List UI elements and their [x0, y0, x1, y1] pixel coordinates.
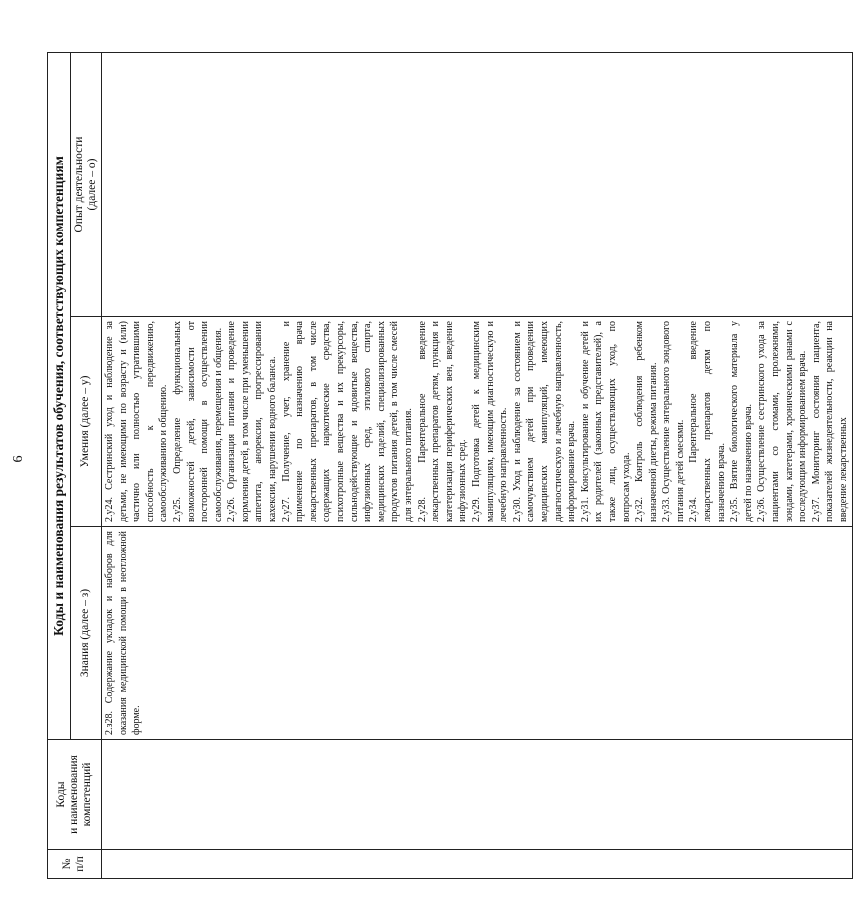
- table-row: [101, 52, 852, 878]
- header-group-text: Коды и наименования результатов обучения, соответствующих компетенциям: [51, 156, 66, 636]
- skill-item: 2.у27. Получение, учет, хранение и применение по назначению врача лекарственных препаратов, в том числе содержащих наркотические средства, психотропные вещества и их прекурсоры, сильнодействующие и ядовитые вещества, инфузионных сред, этилового спирта, медицинских изделий, специализированных продуктов питания детей, в том числе смесей для энтерального питания.: [280, 321, 415, 522]
- knowledge-item: 2.з28. Содержание укладок и наборов для оказания медицинской помощи в неотложной форме.: [103, 531, 143, 735]
- header-num-text: № п/п: [61, 856, 87, 872]
- cell-skills: [101, 317, 852, 527]
- skill-item: 2.у31. Консультирование и обучение детей и их родителей (законных представителей), а также лиц, осуществляющих уход, по вопросам ухода.: [579, 321, 632, 522]
- header-experience-text: Опыт деятельности (далее – о): [72, 136, 98, 233]
- header-knowledge: [70, 527, 101, 740]
- header-row-1: [48, 52, 71, 878]
- skill-item: 2.у26. Организация питания и проведение кормления детей, в том числе при уменьшении аппетита, анорексии, прогрессировании кахексии, нарушении водного баланса.: [226, 321, 279, 522]
- cell-code: [101, 740, 852, 850]
- skill-item: 2.у25. Определение функциональных возможностей детей, зависимости от посторонней помощи в осуществлении самообслуживания, перемещения и общения.: [171, 321, 224, 522]
- skill-item: 2.у34. Парентеральное введение лекарственных препаратов детям по назначению врача.: [688, 321, 727, 522]
- skill-item: 2.у37. Мониторинг состояния пациента, показателей жизнедеятельности, реакции на введение лекарственных: [810, 321, 850, 522]
- header-skills-text: Умения (далее – у): [79, 375, 92, 468]
- header-knowledge-text: Знания (далее – з): [79, 588, 92, 678]
- skill-item: 2.у36. Осуществление сестринского ухода за пациентами со стомами, пролежнями, зондами, катетерами, хроническими ранами с последующим информированием врача.: [756, 321, 809, 522]
- header-skills: [70, 317, 101, 527]
- header-group: [48, 52, 71, 739]
- competency-table: [47, 52, 853, 879]
- skill-item: 2.у32. Контроль соблюдения ребенком назначенной диеты, режима питания.: [634, 321, 659, 522]
- cell-num: [101, 850, 852, 879]
- skill-item: 2.у35. Взятие биологического материала у детей по назначению врача.: [729, 321, 754, 522]
- cell-experience: [101, 52, 852, 316]
- skill-item: 2.у24. Сестринский уход и наблюдение за детьми, не имеющими по возрасту и (или) частично или полностью утратившими способность к передвижению, самообслуживанию и общению.: [103, 321, 170, 522]
- header-code-text: Коды и наименования компетенций: [54, 755, 94, 834]
- rotated-page: [1, 29, 850, 889]
- header-experience: [70, 52, 101, 316]
- cell-knowledge: [101, 527, 852, 740]
- skill-item: 2.у28. Парентеральное введение лекарственных препаратов детям, пункция и катетеризация периферических вен, введение инфузионных сред.: [416, 321, 469, 522]
- skill-item: 2.у33. Осуществление энтерального зондового питания детей смесями.: [661, 321, 686, 522]
- header-num: [48, 850, 102, 879]
- skill-item: 2.у30. Уход и наблюдение за состоянием и самочувствием детей при проведении медицинских манипуляций, имеющих диагностическую и лечебную направленность, информирование врача.: [511, 321, 578, 522]
- header-code: [48, 740, 102, 850]
- skill-item: 2.у29. Подготовка детей к медицинским манипуляциям, имеющим диагностическую и лечебную направленность.: [470, 321, 510, 522]
- page-number: 6: [11, 455, 26, 463]
